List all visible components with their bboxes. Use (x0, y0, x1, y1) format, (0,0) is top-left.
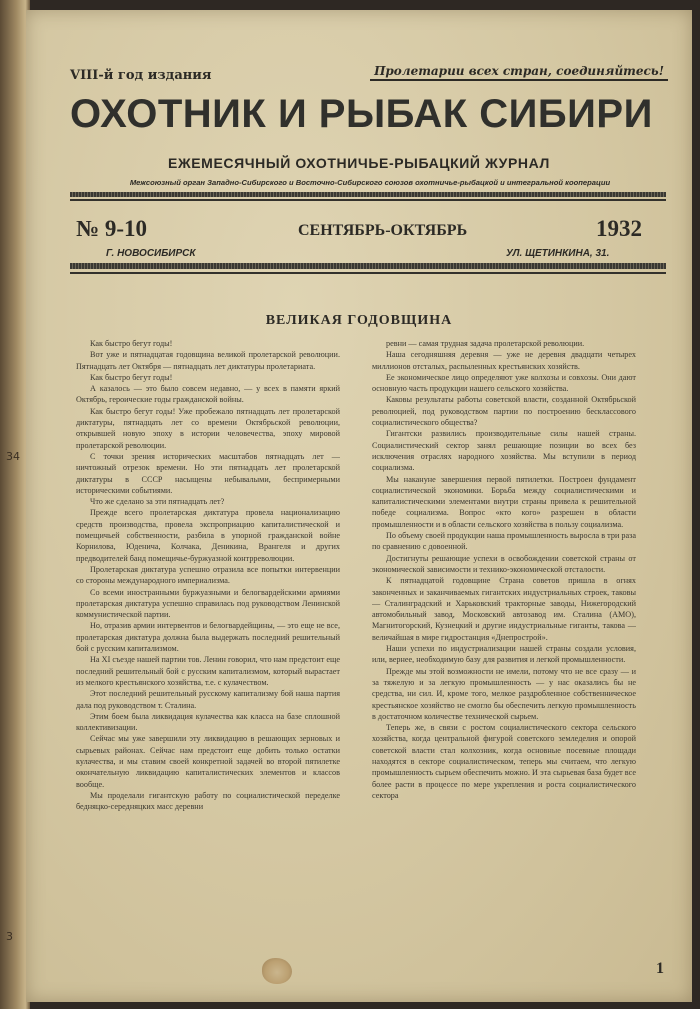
article-paragraph: ревни — самая трудная задача пролетарской революции. (386, 339, 585, 348)
article-paragraph: Этот последний решительный русскому капитализму бой наша партия дала под руководством т. Сталина. (76, 689, 340, 710)
issue-year: 1932 (596, 216, 642, 241)
issue-address: УЛ. ЩЕТИНКИНА, 31. (506, 248, 610, 259)
journal-organ: Межсоюзный орган Западно-Сибирского и Восточно-Сибирского союзов охотничье-рыбацкой и интегральной кооперации (129, 178, 611, 187)
article-paragraph: Прежде мы этой возможности не имели, потому что не все сразу — и за тяжелую и за легкую промышленность — у нас оказались бы не средства, ни сил. И, кроме того, мелкое раздробленное собственническое крестьянское хозяйство не смогло бы обеспечить легкую промышленность в достаточном количестве технической сырьем. (372, 666, 636, 721)
article-paragraph: Но, отразив армии интервентов и белогвардейщины, — это еще не все, пролетарская диктатура должна была выдержать последний решительный бой с русским капитализмом. (76, 621, 340, 654)
article-paragraph: Пролетарская диктатура успешно отразила все попытки интервенции со стороны международного империализма. (76, 564, 340, 586)
article-paragraph: Гигантски развились производительные силы нашей страны. Социалистический сектор занял решающие позиции во всех без исключения отраслях народного хозяйства. Мы вступили в период социализма. (372, 429, 636, 473)
edition-year: VIII-й год издания (70, 68, 212, 83)
article-paragraph: Со всеми иностранными буржуазными и белогвардейскими армиями пролетарская диктатура успешно справилась под руководством Ленинской коммунистической партии. (76, 587, 340, 620)
issue-rule (70, 272, 666, 274)
article-paragraph: Вот уже и пятнадцатая годовщина великой пролетарской революции. Пятнадцать лет Октября — пятнадцать лет диктатуры пролетариата. (76, 350, 340, 371)
article-paragraph: Каковы результаты работы советской власти, созданной Октябрьской революцией, под руководством партии по построению бесклассового социалистического общества? (372, 395, 636, 428)
spine-mark: 34 (6, 450, 20, 463)
article-paragraph: С точки зрения исторических масштабов пятнадцать лет — ничтожный отрезок времени. Но эти пятнадцать лет пролетарской диктатуры в СССР насыщены небывалыми, беспримерными историческими событиями. (76, 451, 340, 495)
journal-page (26, 10, 692, 1002)
spine-mark: 3 (6, 930, 13, 943)
article-paragraph: Достигнуты решающие успехи в освобождении советской страны от экономической зависимости и технико-экономической отсталости. (372, 553, 636, 574)
article-paragraph: Теперь же, в связи с ростом социалистического сектора сельского хозяйства, когда центральной фигурой советского земледелия и опорой советской власти стал колхозник, когда основные посевные площади находятся в секторе социалистическом, теперь мы считаем, что легкую промышленность сырьем обеспечить можно. И эта сырьевая база будет все более расти в процессе по мере укрепления и роста социалистического сектора (372, 723, 636, 800)
article-title: ВЕЛИКАЯ ГОДОВЩИНА (265, 313, 453, 328)
article-paragraph: Ее экономическое лицо определяют уже колхозы и совхозы. Они дают основную часть продукции нашего сельского хозяйства. (372, 372, 636, 394)
article-paragraph: Наша сегодняшняя деревня — уже не деревня двадцати четырех миллионов отсталых, распыленных крестьянских хозяйств. (372, 350, 636, 371)
article-paragraph: Этим боем была ликвидация кулачества как класса на базе сплошной коллективизации. (76, 711, 340, 733)
article-paragraph: По объему своей продукции наша промышленность выросла в три раза по сравнению с довоенной. (372, 531, 636, 552)
article-paragraph: А казалось — это было совсем недавно, — у всех в памяти яркий Октябрь, героические годы гражданской войны. (76, 384, 340, 405)
issue-months: СЕНТЯБРЬ-ОКТЯБРЬ (298, 222, 468, 239)
journal-subtitle: ЕЖЕМЕСЯЧНЫЙ ОХОТНИЧЬЕ-РЫБАЦКИЙ ЖУРНАЛ (168, 155, 550, 171)
article-paragraph: Наши успехи по индустриализации нашей страны создали условия, или, вернее, необходимую базу для развития и легкой промышленности. (372, 644, 636, 665)
masthead-rule (70, 199, 666, 201)
paper-stain (262, 958, 292, 984)
article-paragraph: Как быстро бегут годы! (90, 372, 173, 382)
article-paragraph: Мы проделали гигантскую работу по социалистической переделке бедняцко-середняцких масс деревни (76, 790, 340, 812)
article-column-left (76, 338, 340, 958)
issue-city: Г. НОВОСИБИРСК (106, 248, 196, 259)
article-paragraph: Как быстро бегут годы! (90, 339, 173, 348)
article-paragraph: Сейчас мы уже завершили эту ликвидацию в решающих зерновых и сырьевых районах. Сейчас нам предстоит еще добить только остатки кулачества, и мы ставим своей конкретной задачей во второй пятилетке окончательную ликвидацию капиталистических элементов и классов вообще. (76, 734, 340, 789)
article-paragraph: Прежде всего пролетарская диктатура провела национализацию средств производства, провела экспроприацию капиталистической и помещичьей собственности, разбила в упорной гражданской войне Корнилова, Юденича, Колчака, Деникина, Врангеля и других предводителей банд помещичье-буржуазной контрреволюции. (76, 508, 340, 563)
article-column-right (372, 338, 636, 958)
journal-title: ОХОТНИК И РЫБАК СИБИРИ (70, 92, 653, 136)
article-paragraph: Как быстро бегут годы! Уже пробежало пятнадцать лет пролетарской диктатуры, пятнадцать лет со времени Октябрьской революции, открывшей новую эпоху в истории человечества, эпоху мировой пролетарской революции. (76, 406, 340, 450)
issue-number: № 9-10 (76, 216, 148, 241)
masthead-rule (70, 192, 666, 197)
issue-rule (70, 263, 666, 269)
article-paragraph: На XI съезде нашей партии тов. Ленин говорил, что нам предстоит еще последний решительный бой с русским капитализмом, который вырастает из мелкого крестьянского хозяйства, т.е. с кулачеством. (76, 655, 340, 687)
slogan: Пролетарии всех стран, соединяйтесь! (370, 64, 668, 81)
article-paragraph: К пятнадцатой годовщине Страна советов пришла в огнях законченных и заканчиваемых гигантских индустриальных строек, таковы — Сталинградский и Харьковский тракторные заводы, Нижегородский автомобильный завод, Московский автозавод им. Сталина (АМО), Магнитогорский, Кузнецкий и другие индустриальные гиганты, такова — величайшая в мире гидростанция «Днепрострой». (372, 576, 636, 642)
article-paragraph: Что же сделано за эти пятнадцать лет? (90, 497, 225, 507)
page-number: 1 (656, 960, 664, 977)
article-paragraph: Мы накануне завершения первой пятилетки. Построен фундамент социалистической экономики. Борьба между социалистическими и капиталистическими элементами внутри страны привела к решительной победе социализма. Вопрос «кто кого» разрешен в области промышленности и в области сельского хозяйства в пользу социализма. (372, 474, 636, 529)
